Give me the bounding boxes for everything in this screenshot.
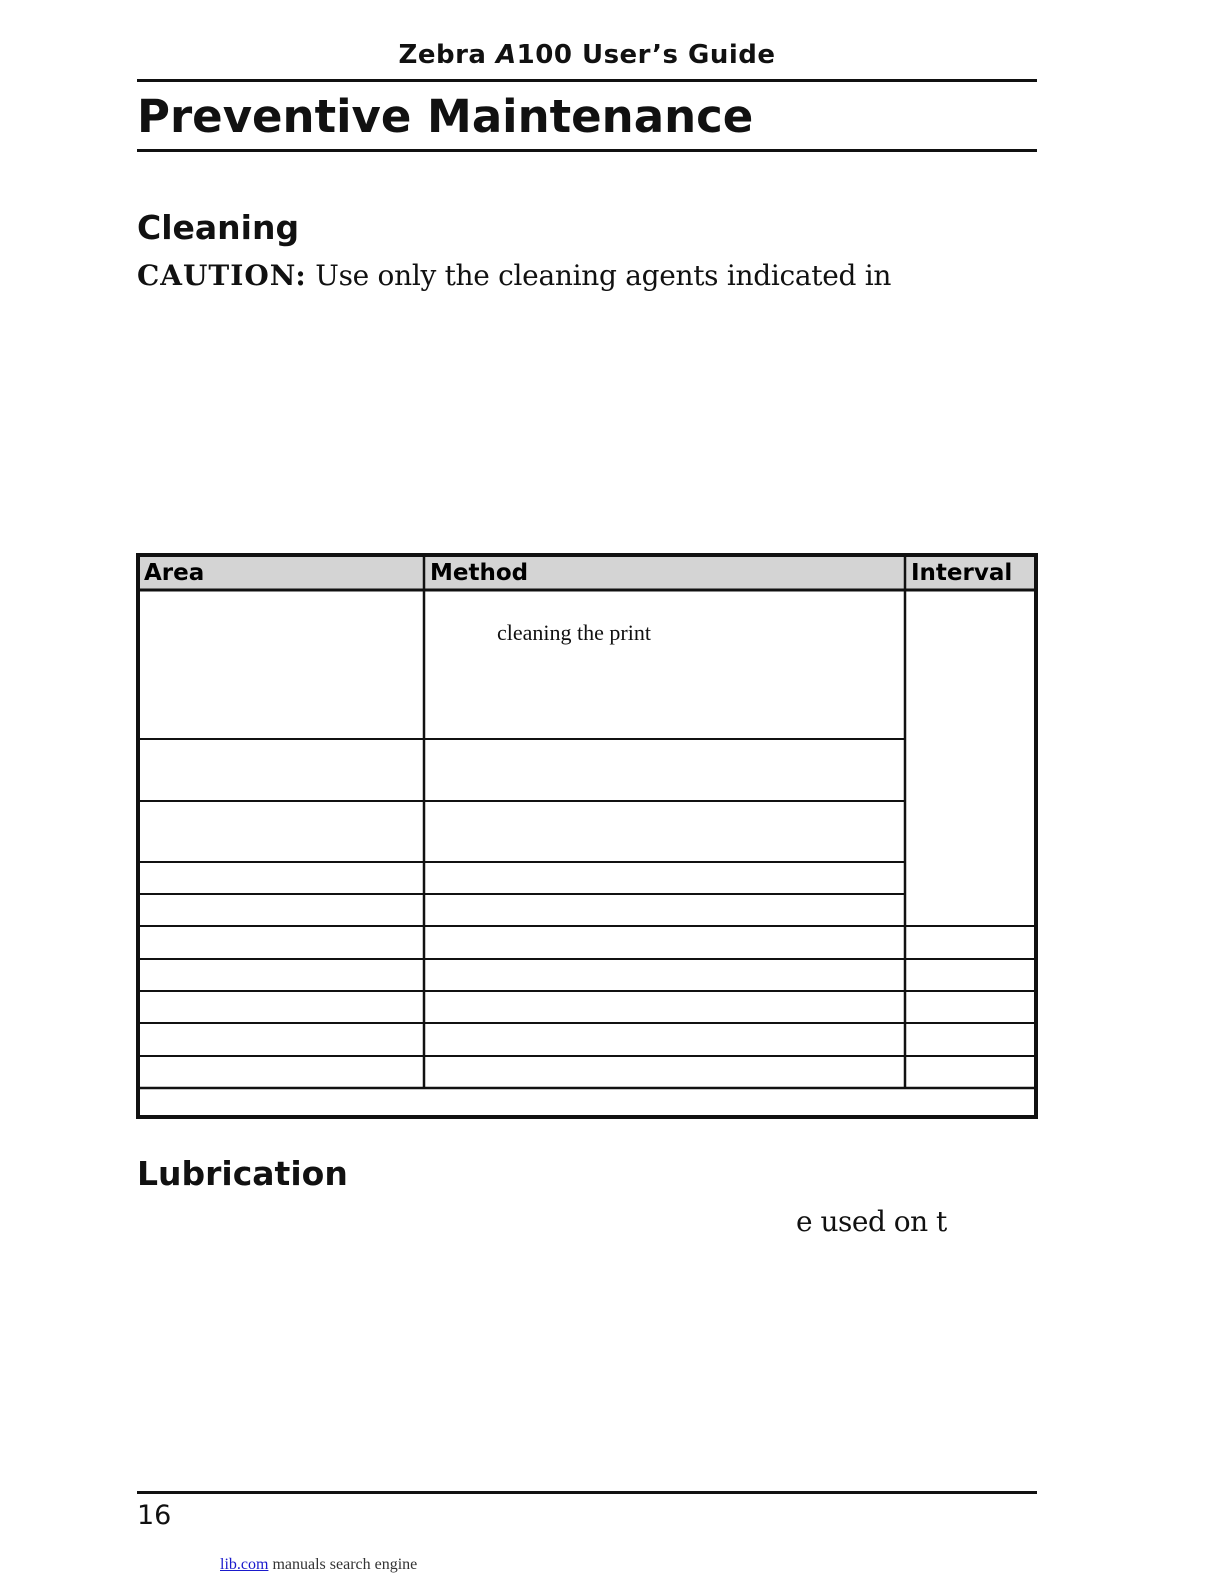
header-brand: Zebra xyxy=(398,40,497,70)
lubrication-heading: Lubrication xyxy=(137,1154,348,1193)
footer-tagline: manuals search engine xyxy=(268,1556,418,1573)
header-rest: 100 User’s Guide xyxy=(516,40,776,70)
page-title: Preventive Maintenance xyxy=(137,90,754,143)
table-header-interval: Interval xyxy=(911,560,1013,586)
header-model: A xyxy=(496,40,517,70)
footer-credit xyxy=(220,1556,417,1574)
table-header-method: Method xyxy=(430,560,529,586)
method-text-fragment: cleaning the print xyxy=(497,620,651,645)
page-number: 16 xyxy=(137,1500,172,1531)
table-header-area: Area xyxy=(144,560,205,586)
cleaning-heading: Cleaning xyxy=(137,208,300,247)
table-header-row xyxy=(140,557,1034,590)
footer-rule xyxy=(137,1491,1037,1494)
lubrication-text-fragment: e used on t xyxy=(796,1205,947,1238)
caution-text: Use only the cleaning agents indicated in xyxy=(306,259,892,292)
footer-link[interactable]: lib.com xyxy=(220,1556,269,1573)
caution-label: CAUTION: xyxy=(137,259,307,292)
